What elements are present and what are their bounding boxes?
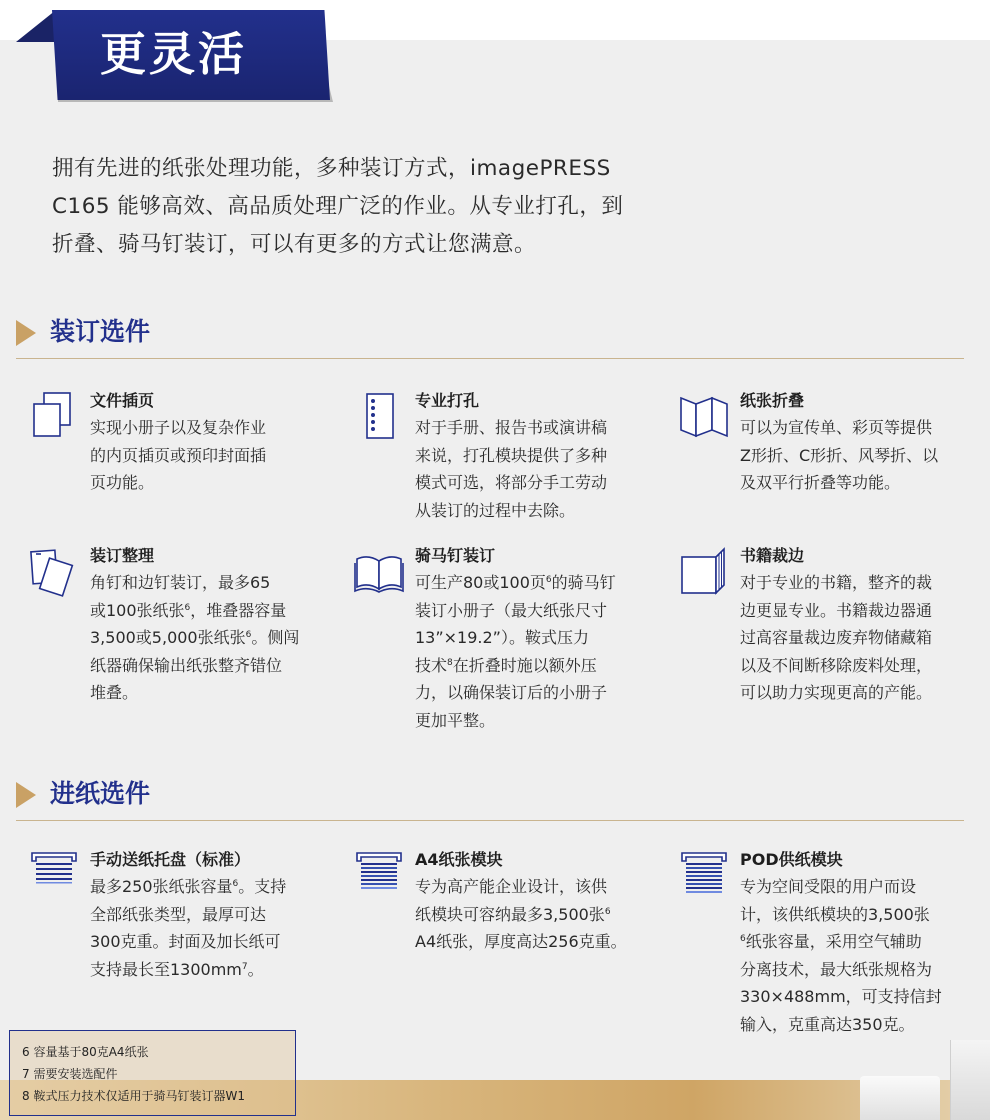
feature-text-line: 分离技术，最大纸张规格为	[740, 959, 933, 979]
feature-title: POD供纸模块	[740, 850, 843, 869]
feature-text-line: 页功能。	[90, 473, 155, 492]
feature-text-line: $^6$纸张容量，采用空气辅助	[740, 932, 922, 951]
product-photo-printer	[950, 1040, 990, 1120]
feature-text-line: 3,500或5,000张纸张$^6$。侧闯	[90, 628, 300, 647]
feature-text-line: 纸器确保输出纸张整齐错位	[90, 655, 283, 675]
manual-feed-tray-icon	[28, 849, 80, 901]
feature-title: 手动送纸托盘（标准）	[90, 850, 251, 869]
feature-text-line: 300克重。封面及加长纸可	[90, 932, 281, 951]
stapled-stack-icon	[28, 545, 80, 597]
section-arrow-icon	[16, 320, 36, 346]
feature-text-line: 专为高产能企业设计，该供	[415, 877, 608, 896]
feature-text-line: 可以助力实现更高的产能。	[740, 683, 933, 702]
feature-text-line: 堆叠。	[90, 683, 139, 702]
intro-line: C165 能够高效、高品质处理广泛的作业。从专业打孔，到	[52, 194, 624, 219]
feature-title: 书籍裁边	[740, 546, 805, 565]
intro-line: 拥有先进的纸张处理功能，多种装订方式，imagePRESS	[52, 156, 611, 181]
book-trim-icon	[678, 545, 730, 597]
feature-text-line: A4纸张，厚度高达256克重。	[415, 932, 627, 951]
feature-a4-paper-deck	[415, 847, 715, 956]
feature-text-line: 更加平整。	[415, 710, 496, 730]
feature-text-line: 角钉和边钉装订，最多65	[90, 573, 271, 592]
feature-text-line: 专为空间受限的用户而设	[740, 877, 917, 896]
a4-paper-deck-icon	[353, 849, 405, 901]
feature-manual-feed-tray	[90, 847, 390, 983]
feature-text-line: 计，该供纸模块的3,500张	[740, 904, 930, 924]
feature-text-line: 力，以确保装订后的小册子	[415, 683, 608, 702]
section-header-feeding	[16, 772, 964, 821]
feature-text-line: 以及不间断移除废料处理，	[740, 655, 933, 675]
footnotes-box	[9, 1030, 296, 1116]
feature-text-line: 13”×19.2”）。鞍式压力	[415, 628, 589, 647]
feature-text-line: 330×488mm，可支持信封	[740, 987, 942, 1006]
feature-text-line: 技术$^8$在折叠时施以额外压	[415, 655, 597, 675]
page-title: 更灵活	[100, 27, 247, 81]
feature-text-line: 从装订的过程中去除。	[415, 500, 576, 520]
feature-text-line: Z形折、C形折、风琴折、以	[740, 445, 939, 465]
feature-text-line: 模式可选，将部分手工劳动	[415, 473, 608, 492]
feature-text-line: 过高容量裁边废弃物储藏箱	[740, 628, 933, 647]
feature-title: 骑马钉装订	[415, 546, 496, 565]
feature-text-line: 来说，打孔模块提供了多种	[415, 445, 608, 465]
feature-hole-punch	[415, 388, 715, 524]
hole-punch-icon	[353, 390, 405, 442]
feature-document-insert	[90, 388, 390, 497]
feature-title: A4纸张模块	[415, 850, 503, 869]
feature-text-line: 对于专业的书籍，整齐的裁	[740, 573, 933, 592]
footnote: 7 需要安装选配件	[22, 1067, 118, 1081]
feature-paper-fold	[740, 388, 990, 497]
feature-stapling	[90, 543, 390, 707]
section-arrow-icon	[16, 782, 36, 808]
feature-text-line: 输入，克重高达350克。	[740, 1014, 915, 1034]
section-title: 进纸选件	[50, 779, 151, 808]
product-photo-edge	[860, 1076, 940, 1120]
feature-text-line: 可生产80或100页$^6$的骑马钉	[415, 573, 616, 592]
feature-text-line: 全部纸张类型，最厚可达	[90, 904, 267, 924]
feature-text-line: 纸模块可容纳最多3,500张$^6$	[415, 904, 611, 924]
feature-text-line: 对于手册、报告书或演讲稿	[415, 418, 608, 437]
feature-text-line: 及双平行折叠等功能。	[740, 473, 901, 492]
feature-saddle-stitch	[415, 543, 715, 734]
feature-title: 文件插页	[90, 391, 155, 410]
intro-paragraph	[52, 150, 692, 264]
saddle-stitch-book-icon	[353, 545, 405, 597]
footnote: 6 容量基于80克A4纸张	[22, 1045, 149, 1059]
footnote: 8 鞍式压力技术仅适用于骑马钉装订器W1	[22, 1089, 245, 1103]
pod-paper-deck-icon	[678, 849, 730, 901]
folded-paper-icon	[678, 390, 730, 442]
feature-text-line: 装订小册子（最大纸张尺寸	[415, 600, 608, 620]
document-insert-icon	[28, 390, 80, 442]
feature-pod-paper-deck	[740, 847, 990, 1038]
feature-text-line: 或100张纸张$^6$，堆叠器容量	[90, 600, 287, 620]
feature-text-line: 支持最长至$1300mm^7$。	[90, 959, 264, 979]
feature-title: 专业打孔	[415, 391, 480, 410]
feature-text-line: 可以为宣传单、彩页等提供	[740, 418, 933, 437]
section-header-binding	[16, 310, 964, 359]
feature-title: 纸张折叠	[740, 391, 805, 410]
feature-text-line: 实现小册子以及复杂作业	[90, 418, 267, 437]
feature-text-line: 边更显专业。书籍裁边器通	[740, 600, 933, 620]
feature-text-line: 最多250张纸张容量$^6$。支持	[90, 877, 287, 896]
feature-book-trim	[740, 543, 990, 707]
feature-title: 装订整理	[90, 546, 155, 565]
section-title: 装订选件	[50, 317, 151, 346]
banner-ribbon-flap	[16, 10, 56, 42]
feature-text-line: 的内页插页或预印封面插	[90, 445, 267, 465]
intro-line: 折叠、骑马钉装订，可以有更多的方式让您满意。	[52, 232, 537, 257]
